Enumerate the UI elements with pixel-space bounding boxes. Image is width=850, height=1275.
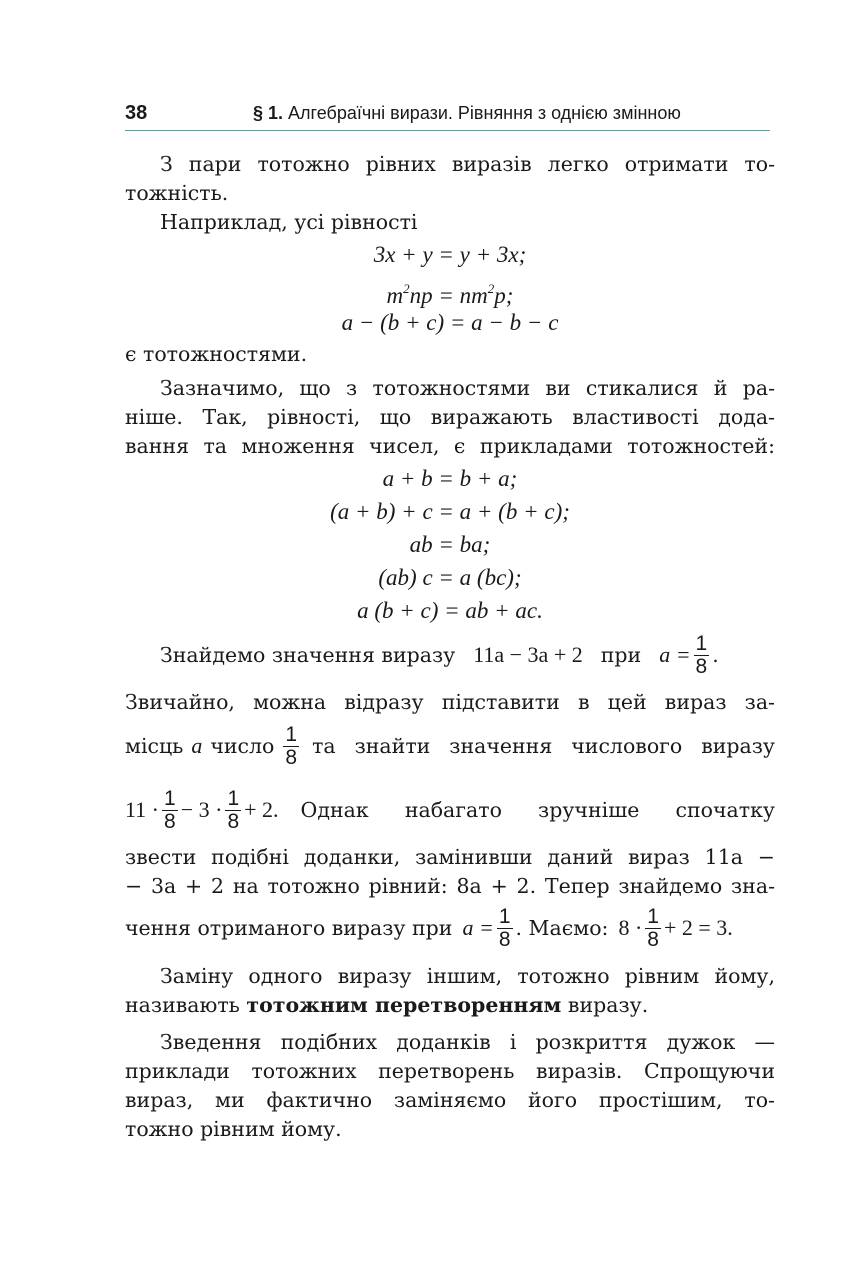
- text-line: − 3a + 2 на тотожно рівний: 8a + 2. Тепер знайдемо зна-: [125, 874, 775, 898]
- page-number: 38: [125, 102, 148, 124]
- text-line: тожність.: [125, 181, 229, 205]
- identity-equation: a − (b + c) = a − b − c: [341, 310, 559, 335]
- text-line: вираз, ми фактично заміняємо його простішим, то-: [125, 1088, 775, 1112]
- text-line: приклади тотожних перетворень виразів. Спрощуючи: [125, 1059, 775, 1083]
- text-line: Зведення подібних доданків і розкриття дужок —: [160, 1030, 775, 1054]
- text-line-with-fraction: Знайдемо значення виразу 11a − 3a + 2 при a = $\frac{1}{8}$ .: [160, 631, 719, 678]
- text-line: називають тотожним перетворенням виразу.: [125, 993, 649, 1017]
- text-line: ніше. Так, рівності, що виражають властивості дода-: [125, 405, 775, 429]
- section-number: § 1.: [253, 103, 284, 123]
- page-header: [125, 98, 770, 131]
- fraction-one-eighth: $\frac{1}{8}$: [285, 722, 298, 769]
- text-line-with-fraction: чення отриманого виразу при a = $\frac{1}{8}$ . Маємо: 8 · $\frac{1}{8}$ + 2 = 3.: [125, 904, 733, 951]
- text-line: звести подібні доданки, замінивши даний вираз 11a −: [125, 845, 775, 869]
- fraction-one-eighth: $\frac{1}{8}$: [164, 786, 176, 833]
- property-equation: (a + b) + c = a + (b + c);: [330, 499, 570, 524]
- text-line-with-fraction: місць a число $\frac{1}{8}$ та знайти значення числового виразу: [125, 722, 775, 769]
- fraction-one-eighth: $\frac{1}{8}$: [498, 904, 511, 951]
- property-equation: a (b + c) = ab + ac.: [357, 598, 543, 623]
- fraction-one-eighth: $\frac{1}{8}$: [227, 786, 240, 833]
- text-line: З пари тотожно рівних виразів легко отримати то-: [160, 152, 775, 176]
- property-equation: ab = ba;: [409, 532, 491, 557]
- text-line: Заміну одного виразу іншим, тотожно рівним йому,: [160, 964, 775, 988]
- running-title: [253, 103, 681, 124]
- property-equation: a + b = b + a;: [382, 466, 518, 491]
- property-equation: (ab) c = a (bc);: [378, 565, 522, 590]
- text-line: Звичайно, можна відразу підставити в цей вираз за-: [125, 690, 775, 714]
- identity-equation: $m^2np = nm^2p$;: [386, 281, 514, 308]
- term-identity-transformation: тотожним перетворенням: [246, 993, 562, 1017]
- identity-equation: 3x + y = y + 3x;: [373, 242, 527, 267]
- text-line: тожно рівним йому.: [125, 1117, 342, 1141]
- text-line: є тотожностями.: [125, 342, 308, 366]
- text-line: Зазначимо, що з тотожностями ви стикалися й ра-: [160, 376, 775, 400]
- text-line: Наприклад, усі рівності: [160, 210, 418, 234]
- fraction-one-eighth: $\frac{1}{8}$: [647, 904, 659, 951]
- fraction-one-eighth: $\frac{1}{8}$: [695, 631, 708, 678]
- text-line-with-fraction: 11 · $\frac{1}{8}$ − 3 · $\frac{1}{8}$ + 2. Однак набагато зручніше спочатку: [125, 786, 775, 833]
- section-title: Алгебраїчні вирази. Рівняння з однією змінною: [288, 103, 681, 123]
- text-line: вання та множення чисел, є прикладами тотожностей:: [125, 434, 775, 458]
